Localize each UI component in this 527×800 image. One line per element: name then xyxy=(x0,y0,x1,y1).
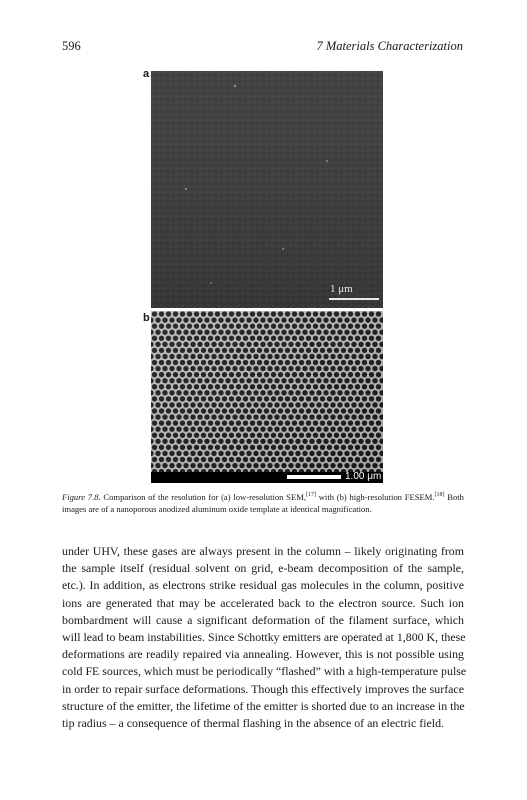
page-header xyxy=(62,39,463,57)
sem-image-low-resolution xyxy=(151,71,383,308)
sem-image-high-resolution xyxy=(151,311,383,483)
caption-ref-2: [18] xyxy=(434,492,445,499)
body-line: in order to repair surface deformations. Though this effectively improves the surface xyxy=(62,681,464,696)
body-line: structure of the emitter, the lifetime of the emitter is shorted due to an increase in the xyxy=(62,698,465,713)
sem-texture-b xyxy=(151,311,383,483)
body-line: under UHV, these gases are always present in the column – likely originating from xyxy=(62,544,464,558)
running-head: 7 Materials Characterization xyxy=(316,39,463,53)
scale-bar-label-b: 1.00 μm xyxy=(345,471,382,482)
caption-ref-1: [17] xyxy=(306,492,316,499)
caption-text-2: with (b) high-resolution FESEM. xyxy=(316,492,435,502)
scale-bar-label-a: 1 μm xyxy=(330,283,353,295)
figure-caption xyxy=(62,491,464,515)
body-line: deformations are readily repaired via annealing. However, this is not possible using xyxy=(62,647,464,662)
body-line: the sample itself (residual solvent on grid, e-beam decomposition of the sample, xyxy=(62,561,464,576)
body-line: ions are generated that may be accelerated back to the electron source. Such ion xyxy=(62,595,464,610)
sem-texture-a xyxy=(151,71,383,308)
caption-text-3: Both images are of a nanoporous anodized aluminum oxide template at identical magnification. xyxy=(62,492,464,514)
figure-label: Figure 7.8. xyxy=(62,492,101,502)
body-paragraph xyxy=(62,543,467,732)
body-line: will lead to beam instabilities. Since Schottky emitters are operated at 1,800 K, these xyxy=(62,630,466,645)
body-line: cold FE sources, which must be periodically “flashed” with a high-temperature pulse xyxy=(62,664,467,679)
caption-text-1: Comparison of the resolution for (a) low-resolution SEM, xyxy=(100,492,306,502)
panel-b-label: b xyxy=(143,312,150,324)
panel-a-label: a xyxy=(143,68,150,80)
page-number: 596 xyxy=(62,39,81,53)
body-line: bombardment will cause a significant deformation of the filament surface, which xyxy=(62,612,464,627)
body-line: tip radius – a consequence of thermal flashing in the absence of an electric field. xyxy=(62,716,444,731)
body-line: etc.). In addition, as electrons strike residual gas molecules in the column, positive xyxy=(62,578,464,593)
